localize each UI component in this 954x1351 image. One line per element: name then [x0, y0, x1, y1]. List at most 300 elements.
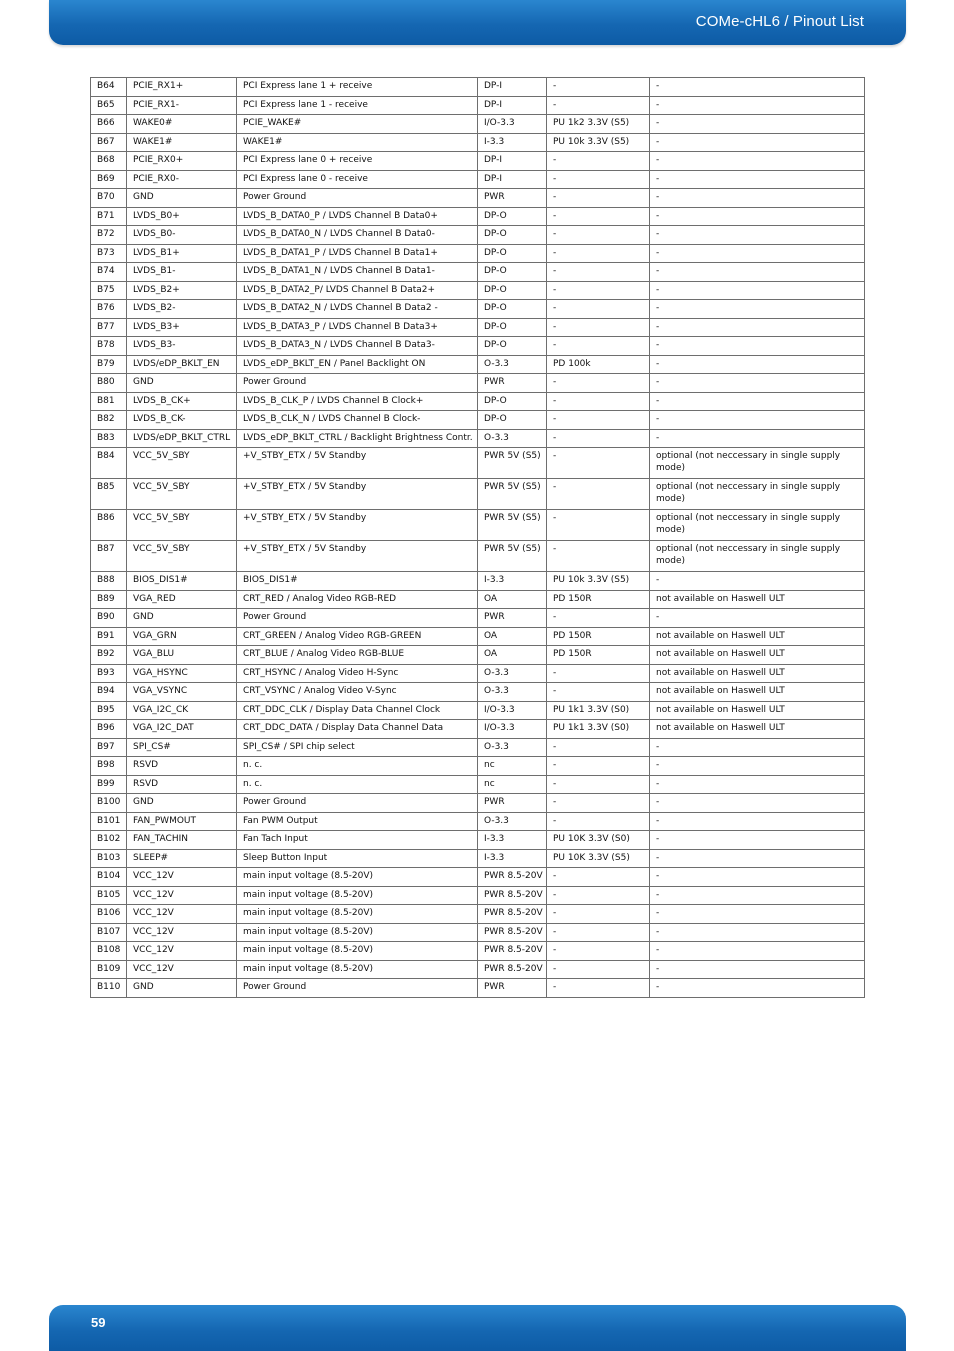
table-row: [91, 429, 865, 448]
page-number: 59: [91, 1315, 106, 1330]
description-cell: LVDS_B_DATA0_P / LVDS Channel B Data0+: [237, 207, 478, 226]
termination-cell: -: [547, 281, 650, 300]
termination-cell: -: [547, 263, 650, 282]
pin-cell: B68: [91, 152, 127, 171]
termination-cell: -: [547, 775, 650, 794]
comment-cell: -: [650, 979, 865, 998]
description-cell: LVDS_eDP_BKLT_CTRL / Backlight Brightness Contr.: [237, 429, 478, 448]
pin-cell: B64: [91, 78, 127, 97]
pin-cell: B78: [91, 337, 127, 356]
signal-cell: PCIE_RX1-: [127, 96, 237, 115]
comment-cell: -: [650, 738, 865, 757]
comment-cell: -: [650, 170, 865, 189]
description-cell: n. c.: [237, 775, 478, 794]
table-row: [91, 170, 865, 189]
termination-cell: -: [547, 794, 650, 813]
comment-cell: -: [650, 609, 865, 628]
pin-cell: B107: [91, 923, 127, 942]
type-cell: DP-O: [478, 244, 547, 263]
pin-cell: B89: [91, 590, 127, 609]
type-cell: O-3.3: [478, 355, 547, 374]
description-cell: +V_STBY_ETX / 5V Standby: [237, 541, 478, 572]
signal-cell: LVDS_B2-: [127, 300, 237, 319]
table-row: [91, 738, 865, 757]
signal-cell: FAN_TACHIN: [127, 831, 237, 850]
signal-cell: GND: [127, 374, 237, 393]
table-row: [91, 646, 865, 665]
table-row: [91, 244, 865, 263]
type-cell: O-3.3: [478, 664, 547, 683]
pinout-table-body: [91, 78, 865, 998]
termination-cell: -: [547, 207, 650, 226]
signal-cell: VCC_12V: [127, 960, 237, 979]
description-cell: WAKE1#: [237, 133, 478, 152]
description-cell: CRT_DDC_DATA / Display Data Channel Data: [237, 720, 478, 739]
type-cell: I/O-3.3: [478, 720, 547, 739]
signal-cell: GND: [127, 609, 237, 628]
description-cell: PCIE_WAKE#: [237, 115, 478, 134]
pinout-table: [90, 77, 865, 998]
termination-cell: -: [547, 812, 650, 831]
termination-cell: -: [547, 318, 650, 337]
comment-cell: not available on Haswell ULT: [650, 683, 865, 702]
pin-cell: B98: [91, 757, 127, 776]
table-row: [91, 942, 865, 961]
table-row: [91, 337, 865, 356]
description-cell: LVDS_B_DATA3_P / LVDS Channel B Data3+: [237, 318, 478, 337]
signal-cell: WAKE0#: [127, 115, 237, 134]
comment-cell: -: [650, 905, 865, 924]
comment-cell: optional (not neccessary in single supply mode): [650, 541, 865, 572]
pin-cell: B70: [91, 189, 127, 208]
description-cell: +V_STBY_ETX / 5V Standby: [237, 448, 478, 479]
signal-cell: VCC_5V_SBY: [127, 510, 237, 541]
comment-cell: not available on Haswell ULT: [650, 627, 865, 646]
comment-cell: optional (not neccessary in single supply mode): [650, 510, 865, 541]
signal-cell: LVDS_B3-: [127, 337, 237, 356]
type-cell: DP-I: [478, 170, 547, 189]
document-title: COMe-cHL6 / Pinout List: [695, 13, 864, 30]
description-cell: main input voltage (8.5-20V): [237, 905, 478, 924]
description-cell: main input voltage (8.5-20V): [237, 923, 478, 942]
type-cell: PWR 5V (S5): [478, 510, 547, 541]
description-cell: Fan Tach Input: [237, 831, 478, 850]
termination-cell: -: [547, 226, 650, 245]
signal-cell: SPI_CS#: [127, 738, 237, 757]
pin-cell: B72: [91, 226, 127, 245]
pin-cell: B75: [91, 281, 127, 300]
type-cell: PWR: [478, 374, 547, 393]
type-cell: I-3.3: [478, 831, 547, 850]
signal-cell: VCC_12V: [127, 886, 237, 905]
comment-cell: -: [650, 355, 865, 374]
description-cell: LVDS_B_DATA0_N / LVDS Channel B Data0-: [237, 226, 478, 245]
termination-cell: -: [547, 942, 650, 961]
pin-cell: B92: [91, 646, 127, 665]
termination-cell: -: [547, 300, 650, 319]
table-row: [91, 541, 865, 572]
signal-cell: VCC_5V_SBY: [127, 541, 237, 572]
signal-cell: VCC_5V_SBY: [127, 448, 237, 479]
table-row: [91, 960, 865, 979]
pin-cell: B95: [91, 701, 127, 720]
termination-cell: -: [547, 868, 650, 887]
type-cell: OA: [478, 646, 547, 665]
table-row: [91, 226, 865, 245]
pin-cell: B65: [91, 96, 127, 115]
type-cell: I-3.3: [478, 572, 547, 591]
table-row: [91, 152, 865, 171]
table-row: [91, 683, 865, 702]
type-cell: PWR 8.5-20V: [478, 905, 547, 924]
description-cell: +V_STBY_ETX / 5V Standby: [237, 479, 478, 510]
comment-cell: not available on Haswell ULT: [650, 664, 865, 683]
description-cell: LVDS_B_DATA2_N / LVDS Channel B Data2 -: [237, 300, 478, 319]
termination-cell: -: [547, 337, 650, 356]
comment-cell: not available on Haswell ULT: [650, 646, 865, 665]
pin-cell: B71: [91, 207, 127, 226]
termination-cell: -: [547, 738, 650, 757]
description-cell: main input voltage (8.5-20V): [237, 960, 478, 979]
pin-cell: B83: [91, 429, 127, 448]
comment-cell: -: [650, 775, 865, 794]
type-cell: PWR: [478, 189, 547, 208]
type-cell: DP-O: [478, 300, 547, 319]
pin-cell: B76: [91, 300, 127, 319]
description-cell: LVDS_B_DATA1_N / LVDS Channel B Data1-: [237, 263, 478, 282]
header-bar: [49, 0, 906, 45]
signal-cell: LVDS_B1+: [127, 244, 237, 263]
termination-cell: -: [547, 374, 650, 393]
type-cell: I-3.3: [478, 133, 547, 152]
type-cell: DP-I: [478, 96, 547, 115]
pin-cell: B69: [91, 170, 127, 189]
signal-cell: LVDS_B_CK-: [127, 411, 237, 430]
termination-cell: PD 150R: [547, 590, 650, 609]
type-cell: PWR 8.5-20V: [478, 868, 547, 887]
type-cell: PWR 5V (S5): [478, 479, 547, 510]
table-row: [91, 281, 865, 300]
termination-cell: -: [547, 479, 650, 510]
termination-cell: PU 10k 3.3V (S5): [547, 133, 650, 152]
type-cell: PWR 5V (S5): [478, 541, 547, 572]
comment-cell: -: [650, 318, 865, 337]
comment-cell: -: [650, 942, 865, 961]
termination-cell: -: [547, 905, 650, 924]
comment-cell: -: [650, 244, 865, 263]
table-row: [91, 355, 865, 374]
termination-cell: -: [547, 541, 650, 572]
type-cell: PWR 8.5-20V: [478, 960, 547, 979]
table-row: [91, 905, 865, 924]
signal-cell: VGA_I2C_DAT: [127, 720, 237, 739]
pin-cell: B79: [91, 355, 127, 374]
signal-cell: VGA_HSYNC: [127, 664, 237, 683]
table-row: [91, 78, 865, 97]
description-cell: PCI Express lane 1 - receive: [237, 96, 478, 115]
description-cell: Fan PWM Output: [237, 812, 478, 831]
signal-cell: GND: [127, 979, 237, 998]
table-row: [91, 664, 865, 683]
description-cell: LVDS_B_DATA1_P / LVDS Channel B Data1+: [237, 244, 478, 263]
signal-cell: SLEEP#: [127, 849, 237, 868]
termination-cell: -: [547, 170, 650, 189]
description-cell: Power Ground: [237, 794, 478, 813]
signal-cell: VCC_12V: [127, 868, 237, 887]
pin-cell: B94: [91, 683, 127, 702]
type-cell: nc: [478, 757, 547, 776]
comment-cell: -: [650, 411, 865, 430]
pin-cell: B80: [91, 374, 127, 393]
comment-cell: -: [650, 281, 865, 300]
comment-cell: -: [650, 263, 865, 282]
pin-cell: B77: [91, 318, 127, 337]
pin-cell: B87: [91, 541, 127, 572]
comment-cell: -: [650, 300, 865, 319]
description-cell: CRT_HSYNC / Analog Video H-Sync: [237, 664, 478, 683]
termination-cell: PD 150R: [547, 627, 650, 646]
table-row: [91, 849, 865, 868]
termination-cell: -: [547, 886, 650, 905]
pin-cell: B108: [91, 942, 127, 961]
table-row: [91, 479, 865, 510]
comment-cell: optional (not neccessary in single supply mode): [650, 448, 865, 479]
type-cell: I/O-3.3: [478, 115, 547, 134]
termination-cell: PD 100k: [547, 355, 650, 374]
pin-cell: B105: [91, 886, 127, 905]
pin-cell: B96: [91, 720, 127, 739]
description-cell: main input voltage (8.5-20V): [237, 868, 478, 887]
type-cell: PWR 8.5-20V: [478, 923, 547, 942]
comment-cell: not available on Haswell ULT: [650, 590, 865, 609]
termination-cell: -: [547, 78, 650, 97]
pin-cell: B109: [91, 960, 127, 979]
type-cell: DP-O: [478, 318, 547, 337]
table-row: [91, 572, 865, 591]
termination-cell: -: [547, 392, 650, 411]
type-cell: OA: [478, 590, 547, 609]
type-cell: DP-I: [478, 152, 547, 171]
comment-cell: -: [650, 757, 865, 776]
description-cell: +V_STBY_ETX / 5V Standby: [237, 510, 478, 541]
signal-cell: VCC_5V_SBY: [127, 479, 237, 510]
comment-cell: -: [650, 849, 865, 868]
description-cell: main input voltage (8.5-20V): [237, 886, 478, 905]
pin-cell: B100: [91, 794, 127, 813]
description-cell: PCI Express lane 1 + receive: [237, 78, 478, 97]
table-row: [91, 510, 865, 541]
type-cell: I/O-3.3: [478, 701, 547, 720]
signal-cell: VCC_12V: [127, 905, 237, 924]
pin-cell: B99: [91, 775, 127, 794]
table-row: [91, 701, 865, 720]
termination-cell: -: [547, 448, 650, 479]
signal-cell: LVDS_B2+: [127, 281, 237, 300]
table-row: [91, 263, 865, 282]
signal-cell: VCC_12V: [127, 942, 237, 961]
signal-cell: VGA_RED: [127, 590, 237, 609]
description-cell: LVDS_B_DATA3_N / LVDS Channel B Data3-: [237, 337, 478, 356]
pin-cell: B104: [91, 868, 127, 887]
pin-cell: B88: [91, 572, 127, 591]
comment-cell: -: [650, 812, 865, 831]
description-cell: Power Ground: [237, 979, 478, 998]
table-row: [91, 207, 865, 226]
description-cell: Power Ground: [237, 189, 478, 208]
table-row: [91, 609, 865, 628]
table-row: [91, 374, 865, 393]
comment-cell: -: [650, 392, 865, 411]
description-cell: SPI_CS# / SPI chip select: [237, 738, 478, 757]
termination-cell: -: [547, 664, 650, 683]
description-cell: LVDS_eDP_BKLT_EN / Panel Backlight ON: [237, 355, 478, 374]
description-cell: PCI Express lane 0 + receive: [237, 152, 478, 171]
type-cell: DP-O: [478, 263, 547, 282]
description-cell: CRT_VSYNC / Analog Video V-Sync: [237, 683, 478, 702]
table-row: [91, 392, 865, 411]
pin-cell: B102: [91, 831, 127, 850]
pin-cell: B91: [91, 627, 127, 646]
comment-cell: -: [650, 189, 865, 208]
signal-cell: VCC_12V: [127, 923, 237, 942]
signal-cell: VGA_GRN: [127, 627, 237, 646]
pin-cell: B66: [91, 115, 127, 134]
table-row: [91, 189, 865, 208]
description-cell: CRT_DDC_CLK / Display Data Channel Clock: [237, 701, 478, 720]
termination-cell: -: [547, 923, 650, 942]
type-cell: DP-O: [478, 281, 547, 300]
termination-cell: PU 1k1 3.3V (S0): [547, 701, 650, 720]
signal-cell: VGA_I2C_CK: [127, 701, 237, 720]
table-row: [91, 979, 865, 998]
description-cell: Sleep Button Input: [237, 849, 478, 868]
type-cell: O-3.3: [478, 429, 547, 448]
table-row: [91, 96, 865, 115]
pin-cell: B84: [91, 448, 127, 479]
type-cell: PWR: [478, 979, 547, 998]
signal-cell: GND: [127, 794, 237, 813]
table-row: [91, 133, 865, 152]
description-cell: Power Ground: [237, 609, 478, 628]
termination-cell: PU 10K 3.3V (S0): [547, 831, 650, 850]
description-cell: Power Ground: [237, 374, 478, 393]
table-row: [91, 115, 865, 134]
type-cell: DP-I: [478, 78, 547, 97]
table-row: [91, 318, 865, 337]
pin-cell: B73: [91, 244, 127, 263]
table-row: [91, 590, 865, 609]
description-cell: n. c.: [237, 757, 478, 776]
signal-cell: GND: [127, 189, 237, 208]
comment-cell: not available on Haswell ULT: [650, 701, 865, 720]
type-cell: PWR 8.5-20V: [478, 886, 547, 905]
comment-cell: not available on Haswell ULT: [650, 720, 865, 739]
table-row: [91, 923, 865, 942]
type-cell: OA: [478, 627, 547, 646]
termination-cell: PU 10K 3.3V (S5): [547, 849, 650, 868]
termination-cell: PU 1k2 3.3V (S5): [547, 115, 650, 134]
comment-cell: -: [650, 831, 865, 850]
type-cell: O-3.3: [478, 738, 547, 757]
comment-cell: -: [650, 886, 865, 905]
pin-cell: B67: [91, 133, 127, 152]
termination-cell: -: [547, 510, 650, 541]
comment-cell: optional (not neccessary in single supply mode): [650, 479, 865, 510]
comment-cell: -: [650, 794, 865, 813]
description-cell: CRT_RED / Analog Video RGB-RED: [237, 590, 478, 609]
pin-cell: B103: [91, 849, 127, 868]
type-cell: O-3.3: [478, 683, 547, 702]
comment-cell: -: [650, 226, 865, 245]
description-cell: LVDS_B_CLK_P / LVDS Channel B Clock+: [237, 392, 478, 411]
termination-cell: -: [547, 609, 650, 628]
signal-cell: VGA_BLU: [127, 646, 237, 665]
comment-cell: -: [650, 868, 865, 887]
pin-cell: B101: [91, 812, 127, 831]
signal-cell: FAN_PWMOUT: [127, 812, 237, 831]
signal-cell: PCIE_RX1+: [127, 78, 237, 97]
termination-cell: -: [547, 244, 650, 263]
comment-cell: -: [650, 115, 865, 134]
termination-cell: -: [547, 683, 650, 702]
table-row: [91, 868, 865, 887]
description-cell: BIOS_DIS1#: [237, 572, 478, 591]
pin-cell: B82: [91, 411, 127, 430]
description-cell: CRT_GREEN / Analog Video RGB-GREEN: [237, 627, 478, 646]
pin-cell: B93: [91, 664, 127, 683]
signal-cell: BIOS_DIS1#: [127, 572, 237, 591]
type-cell: nc: [478, 775, 547, 794]
pin-cell: B85: [91, 479, 127, 510]
pin-cell: B97: [91, 738, 127, 757]
signal-cell: LVDS_B3+: [127, 318, 237, 337]
pin-cell: B86: [91, 510, 127, 541]
termination-cell: -: [547, 757, 650, 776]
termination-cell: -: [547, 429, 650, 448]
signal-cell: WAKE1#: [127, 133, 237, 152]
signal-cell: RSVD: [127, 775, 237, 794]
type-cell: O-3.3: [478, 812, 547, 831]
type-cell: PWR: [478, 609, 547, 628]
type-cell: DP-O: [478, 411, 547, 430]
termination-cell: PU 1k1 3.3V (S0): [547, 720, 650, 739]
termination-cell: -: [547, 979, 650, 998]
table-row: [91, 775, 865, 794]
signal-cell: PCIE_RX0-: [127, 170, 237, 189]
type-cell: DP-O: [478, 337, 547, 356]
footer-bar: [49, 1305, 906, 1351]
signal-cell: LVDS_B_CK+: [127, 392, 237, 411]
type-cell: DP-O: [478, 207, 547, 226]
comment-cell: -: [650, 960, 865, 979]
table-row: [91, 757, 865, 776]
table-row: [91, 448, 865, 479]
signal-cell: LVDS/eDP_BKLT_CTRL: [127, 429, 237, 448]
termination-cell: -: [547, 96, 650, 115]
table-row: [91, 831, 865, 850]
type-cell: PWR: [478, 794, 547, 813]
comment-cell: -: [650, 78, 865, 97]
signal-cell: VGA_VSYNC: [127, 683, 237, 702]
type-cell: I-3.3: [478, 849, 547, 868]
comment-cell: -: [650, 207, 865, 226]
comment-cell: -: [650, 96, 865, 115]
comment-cell: -: [650, 152, 865, 171]
type-cell: PWR 5V (S5): [478, 448, 547, 479]
table-row: [91, 886, 865, 905]
signal-cell: LVDS/eDP_BKLT_EN: [127, 355, 237, 374]
termination-cell: PU 10k 3.3V (S5): [547, 572, 650, 591]
